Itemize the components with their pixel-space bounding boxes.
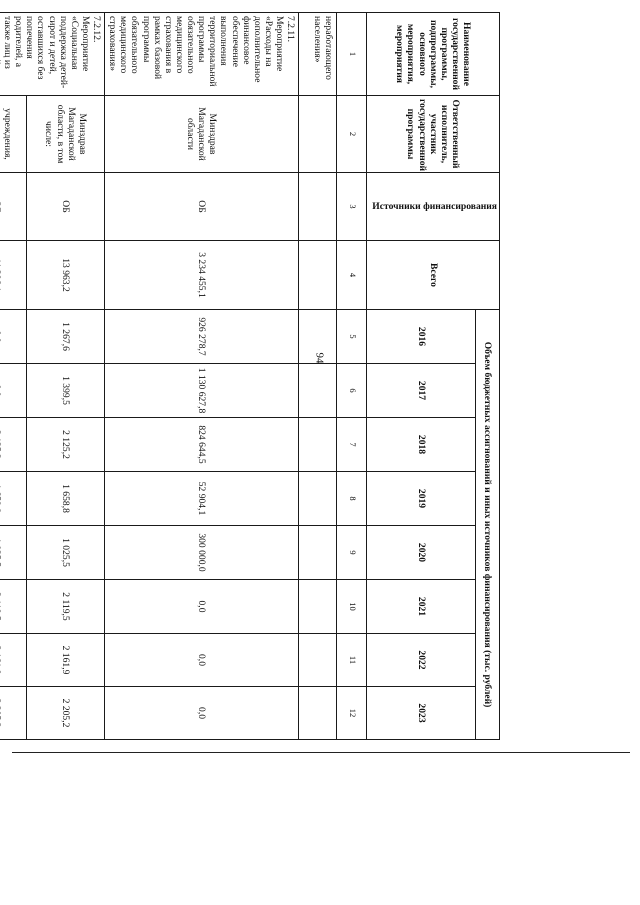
row-value: 1 658,8 (27, 472, 105, 526)
row-value (0, 687, 27, 740)
row-value (299, 526, 337, 580)
row-value (0, 418, 27, 472)
col-header-total: Всего (367, 241, 500, 310)
row-value (299, 687, 337, 740)
row-responsible: учреждения, (0, 96, 27, 173)
row-responsible (299, 96, 337, 173)
row-value (0, 364, 27, 418)
row-responsible: Минздрав Магаданской области, в том числе: (27, 96, 105, 173)
row-value (0, 580, 27, 634)
row-value: 300 000,0 (105, 526, 299, 580)
col-header-year: 2022 (367, 634, 476, 687)
row-value: 2 205,2 (27, 687, 105, 740)
col-number: 9 (337, 526, 367, 580)
col-number: 6 (337, 364, 367, 418)
col-header-year: 2016 (367, 310, 476, 364)
row-total (0, 241, 27, 310)
col-header-year: 2017 (367, 364, 476, 418)
row-value: 2 125,2 (27, 418, 105, 472)
row-value (0, 526, 27, 580)
row-total: 3 234 455,1 (105, 241, 299, 310)
row-value: 1 025,5 (27, 526, 105, 580)
row-value: 824 644,5 (105, 418, 299, 472)
row-value (0, 634, 27, 687)
row-total: 13 963,2 (27, 241, 105, 310)
budget-table (0, 12, 500, 740)
col-header-group: Объем бюджетных ассигнований и иных источников финансирования (тыс. рублей) (476, 310, 500, 740)
col-number: 3 (337, 173, 367, 241)
col-number: 12 (337, 687, 367, 740)
col-header-name: Наименование государственной программы, подпрограммы, основного мероприятия, мероприятия (367, 13, 500, 96)
col-number: 4 (337, 241, 367, 310)
col-header-responsible: Ответственный исполнитель, участник государственной программы (367, 96, 500, 173)
col-number: 10 (337, 580, 367, 634)
col-number: 1 (337, 13, 367, 96)
col-header-year: 2019 (367, 472, 476, 526)
col-header-year: 2020 (367, 526, 476, 580)
col-header-sources-text: Источники финансирования (372, 200, 497, 212)
row-value: 1 267,6 (27, 310, 105, 364)
row-value: 926 278,7 (105, 310, 299, 364)
col-number: 5 (337, 310, 367, 364)
row-name: 7.2.12. Мероприятие «Социальная поддержка детей-сирот и детей, оставшихся без попечения родителей, а также лиц из (0, 13, 105, 96)
row-value (0, 310, 27, 364)
page-number: 94 (313, 352, 326, 364)
table-row (105, 13, 299, 740)
row-value (299, 364, 337, 418)
row-value: 0,0 (105, 687, 299, 740)
table-row (27, 13, 105, 740)
col-number: 7 (337, 418, 367, 472)
row-value: 1 399,5 (27, 364, 105, 418)
row-value: 2 119,5 (27, 580, 105, 634)
row-source (0, 173, 27, 241)
row-value (299, 472, 337, 526)
row-value: 0,0 (105, 580, 299, 634)
col-header-year: 2023 (367, 687, 476, 740)
table-row (0, 13, 27, 740)
row-source (299, 173, 337, 241)
row-value (299, 634, 337, 687)
col-header-year: 2021 (367, 580, 476, 634)
row-total (299, 241, 337, 310)
row-value: 1 130 627,8 (105, 364, 299, 418)
col-header-sources (367, 173, 500, 241)
row-source: ОБ (27, 173, 105, 241)
row-value: 2 161,9 (27, 634, 105, 687)
col-number: 11 (337, 634, 367, 687)
rotated-table-container (1, 12, 500, 739)
row-value (299, 418, 337, 472)
row-value: 0,0 (105, 634, 299, 687)
col-number: 8 (337, 472, 367, 526)
row-name: неработающего населения» (299, 13, 337, 96)
table-row (299, 13, 337, 740)
col-number: 2 (337, 96, 367, 173)
row-value (0, 472, 27, 526)
row-value (299, 580, 337, 634)
row-responsible: Минздрав Магаданской области (105, 96, 299, 173)
page-divider (12, 752, 630, 753)
row-value (299, 310, 337, 364)
row-value: 52 904,1 (105, 472, 299, 526)
row-source: ОБ (105, 173, 299, 241)
row-name: 7.2.11. Мероприятие «Расходы на дополнительное финансовое обеспечение выполнения территориальной программы обязательного медицинского страхования в рамках базовой программы обязательного медицинского страхования» (105, 13, 299, 96)
col-header-year: 2018 (367, 418, 476, 472)
